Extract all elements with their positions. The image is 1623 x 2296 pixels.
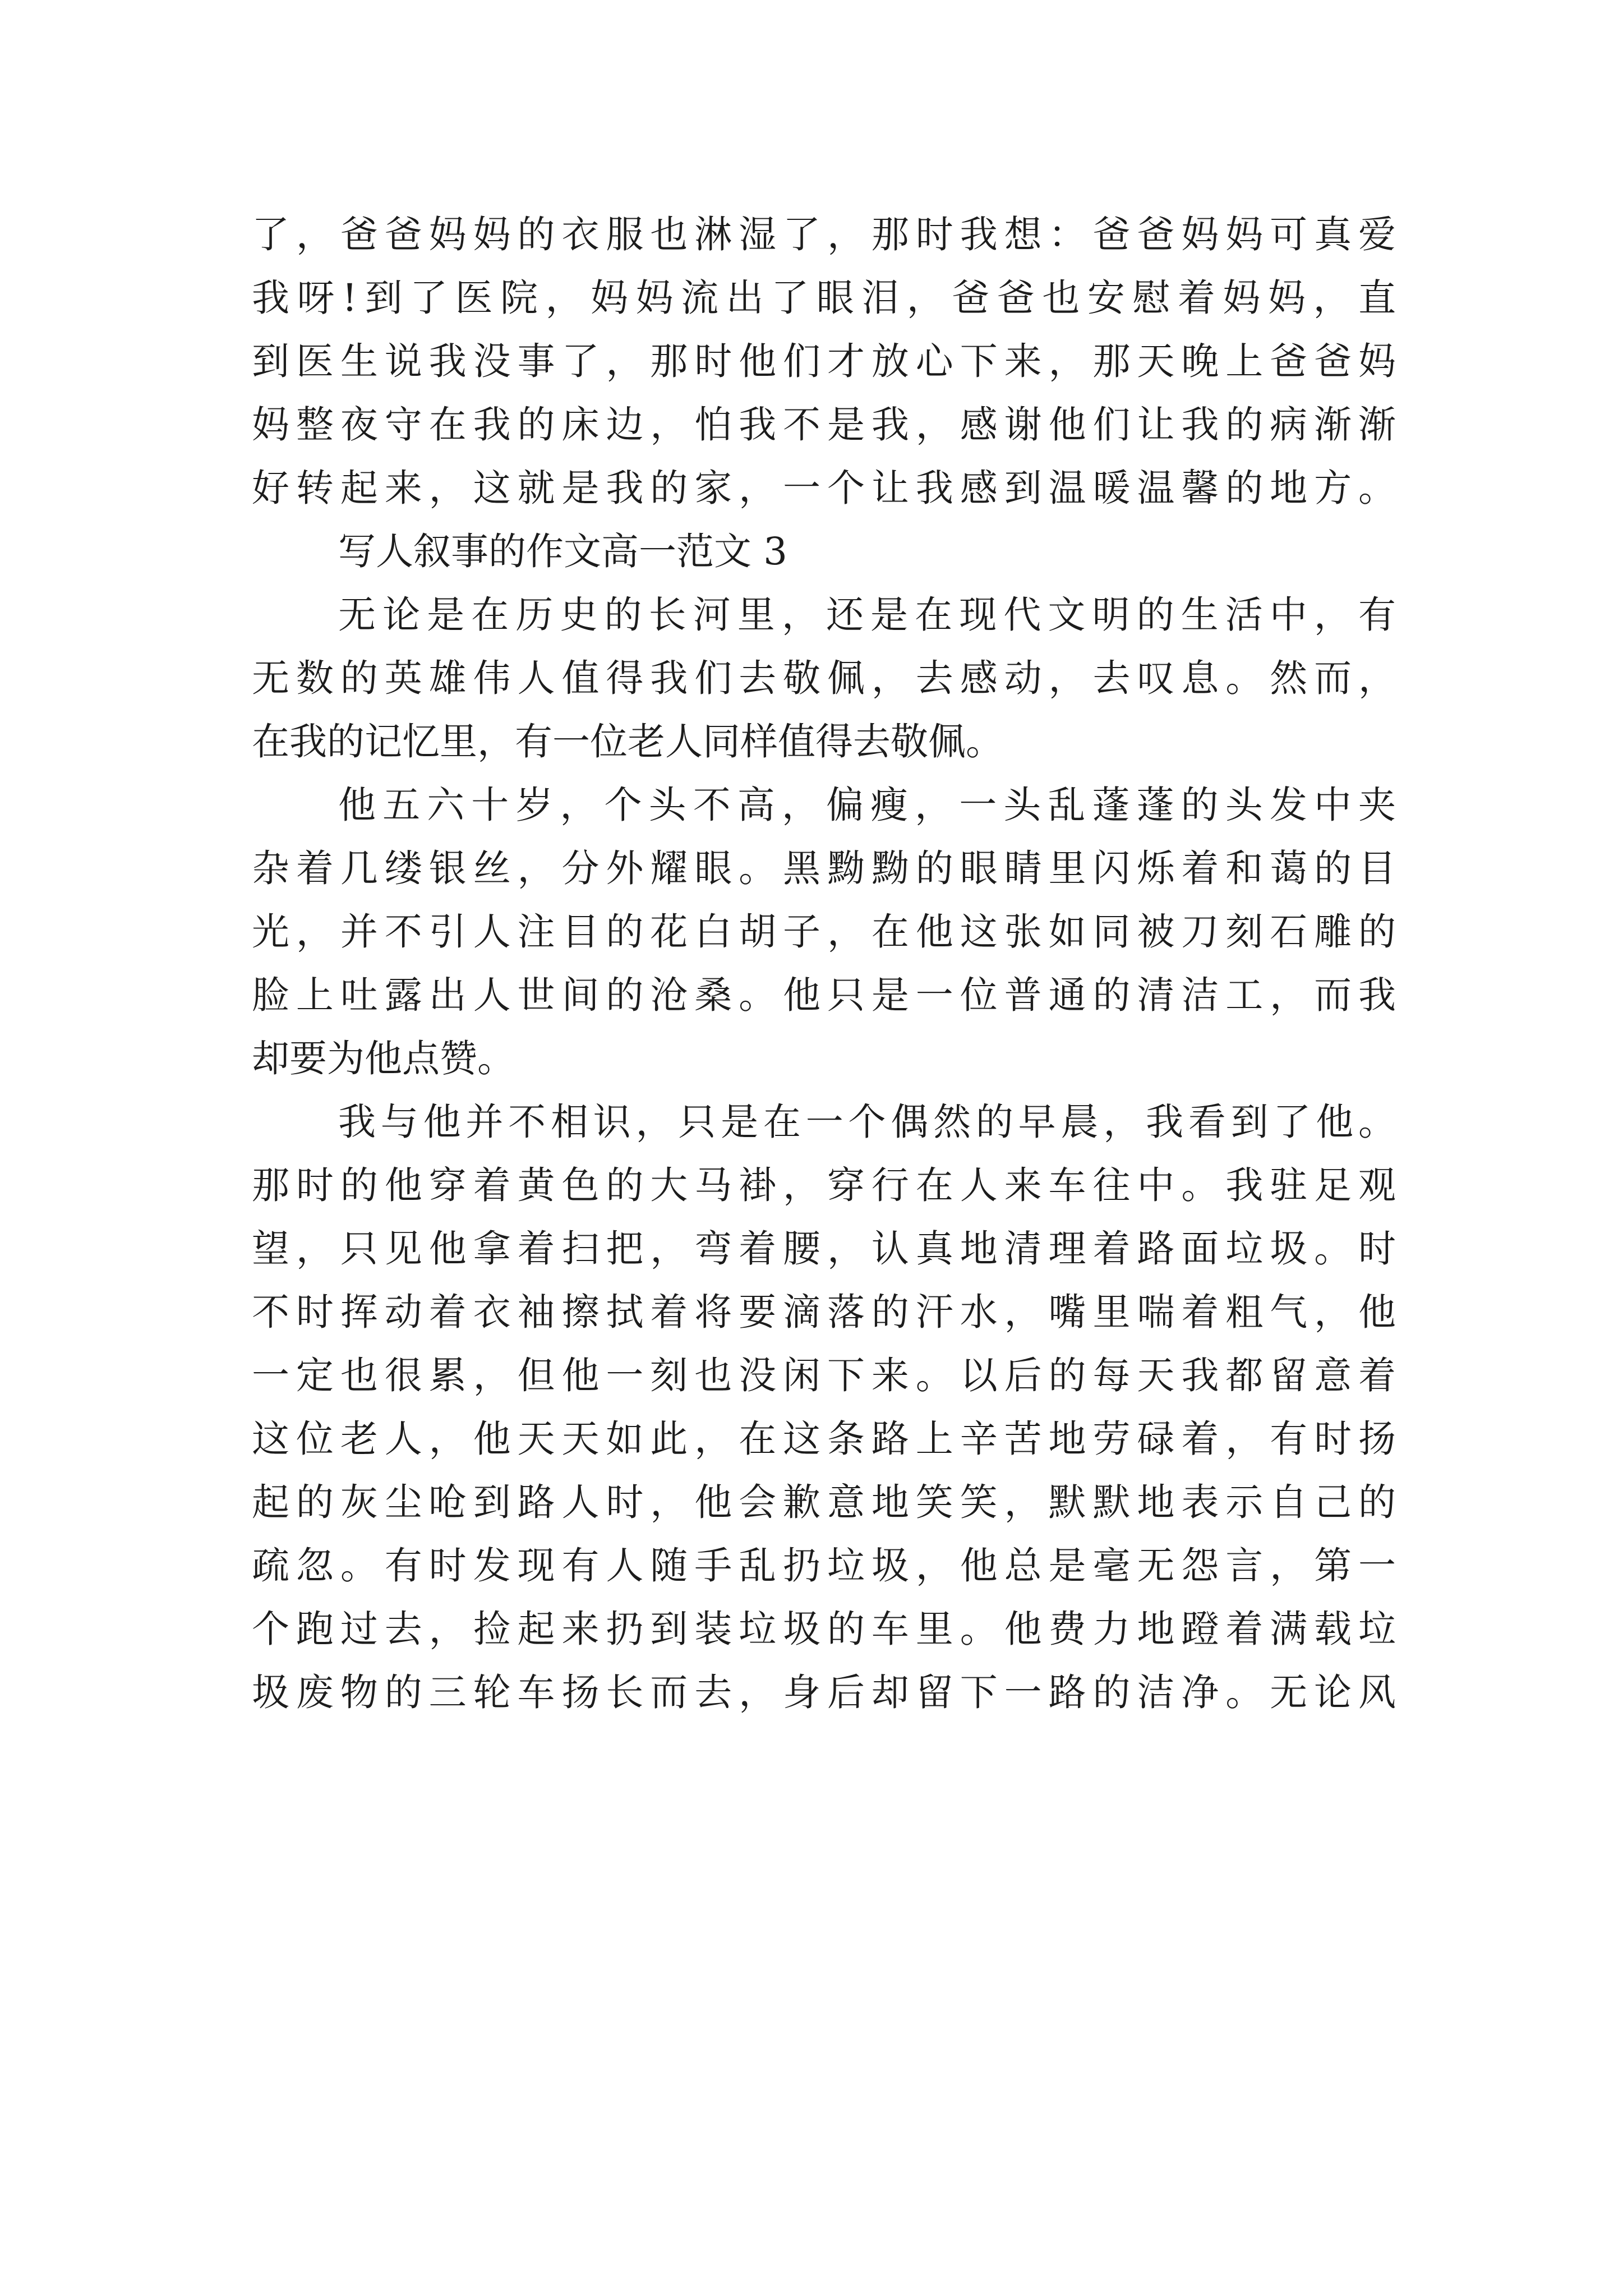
text-line: 个跑过去，捡起来扔到装垃圾的车里。他费力地蹬着满载垃 xyxy=(252,1607,1396,1651)
heading-text: 写人叙事的作文高一范文 3 xyxy=(338,530,787,573)
section-heading xyxy=(252,520,1396,583)
text-line: 无论是在历史的长河里，还是在现代文明的生活中，有 xyxy=(338,593,1396,637)
paragraph-1 xyxy=(252,203,1396,520)
text-line: 一定也很累，但他一刻也没闲下来。以后的每天我都留意着 xyxy=(252,1354,1396,1397)
text-line: 望，只见他拿着扫把，弯着腰，认真地清理着路面垃圾。时 xyxy=(252,1227,1396,1271)
text-line: 起的灰尘呛到路人时，他会歉意地笑笑，默默地表示自己的 xyxy=(252,1480,1396,1524)
text-line: 在我的记忆里，有一位老人同样值得去敬佩。 xyxy=(252,720,1003,763)
text-line: 却要为他点赞。 xyxy=(252,1037,515,1080)
text-line: 妈整夜守在我的床边，怕我不是我，感谢他们让我的病渐渐 xyxy=(252,403,1396,447)
text-line: 到医生说我没事了，那时他们才放心下来，那天晚上爸爸妈 xyxy=(252,339,1396,383)
text-line: 无数的英雄伟人值得我们去敬佩，去感动，去叹息。然而， xyxy=(252,656,1396,700)
text-line: 那时的他穿着黄色的大马褂，穿行在人来车往中。我驻足观 xyxy=(252,1163,1396,1207)
text-line: 我呀!到了医院，妈妈流出了眼泪，爸爸也安慰着妈妈，直 xyxy=(252,276,1396,320)
text-line: 了，爸爸妈妈的衣服也淋湿了，那时我想：爸爸妈妈可真爱 xyxy=(252,213,1396,256)
paragraph-4 xyxy=(252,1091,1396,1724)
text-line: 光，并不引人注目的花白胡子，在他这张如同被刀刻石雕的 xyxy=(252,910,1396,954)
paragraph-2 xyxy=(252,583,1396,774)
text-line: 脸上吐露出人世间的沧桑。他只是一位普通的清洁工，而我 xyxy=(252,973,1396,1017)
text-line: 这位老人，他天天如此，在这条路上辛苦地劳碌着，有时扬 xyxy=(252,1417,1396,1461)
text-line: 好转起来，这就是我的家，一个让我感到温暖温馨的地方。 xyxy=(252,466,1396,510)
text-line: 他五六十岁，个头不高，偏瘦，一头乱蓬蓬的头发中夹 xyxy=(338,783,1396,827)
paragraph-3 xyxy=(252,774,1396,1091)
text-line: 不时挥动着衣袖擦拭着将要滴落的汗水，嘴里喘着粗气，他 xyxy=(252,1290,1396,1334)
text-line: 我与他并不相识，只是在一个偶然的早晨，我看到了他。 xyxy=(338,1100,1396,1144)
text-line: 杂着几缕银丝，分外耀眼。黑黝黝的眼睛里闪烁着和蔼的目 xyxy=(252,846,1396,890)
document-body xyxy=(252,203,1396,1724)
text-line: 疏忽。有时发现有人随手乱扔垃圾，他总是毫无怨言，第一 xyxy=(252,1544,1396,1588)
text-line: 圾废物的三轮车扬长而去，身后却留下一路的洁净。无论风 xyxy=(252,1671,1396,1714)
